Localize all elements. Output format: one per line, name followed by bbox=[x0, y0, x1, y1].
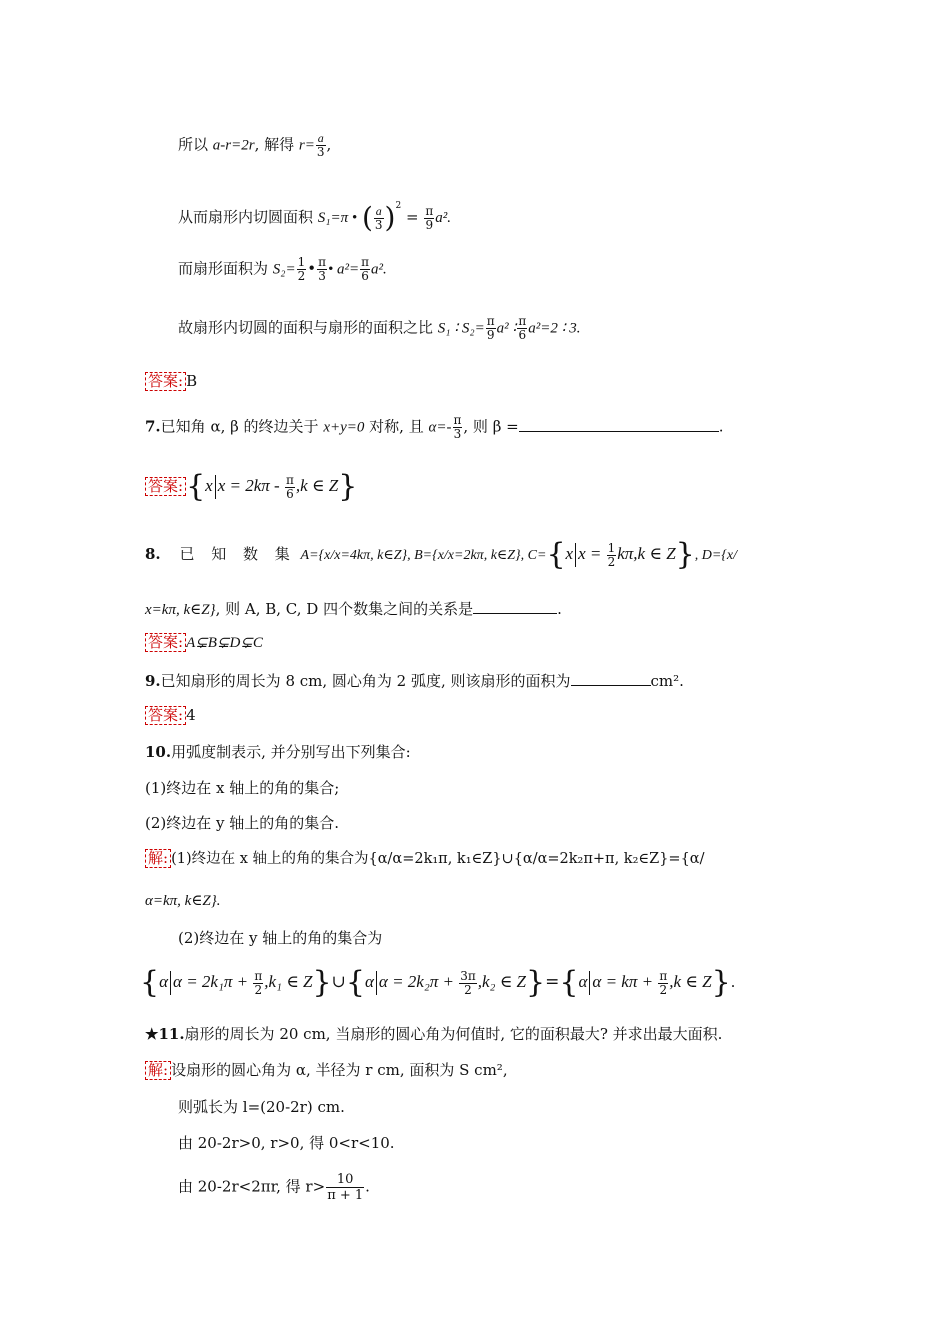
q6-answer bbox=[145, 371, 197, 391]
fraction-denominator: 2 bbox=[659, 982, 668, 997]
answer-value: 4 bbox=[186, 706, 196, 724]
fraction-numerator: 10 bbox=[326, 1172, 364, 1188]
fraction bbox=[316, 132, 326, 159]
math-expression: a². bbox=[435, 210, 451, 226]
question-text: . bbox=[557, 600, 562, 618]
question-text: (1)终边在 x 轴上的角的集合; bbox=[145, 779, 340, 797]
math-expression: a². bbox=[371, 261, 387, 278]
math-expression: S₁ ∶ S₂= bbox=[437, 320, 485, 337]
math-expression: kπ,k ∈ Z bbox=[617, 544, 676, 563]
fraction bbox=[486, 315, 496, 342]
math-expression: ,k₂ ∈ Z bbox=[477, 972, 527, 991]
line-text: , bbox=[326, 135, 332, 154]
period: . bbox=[730, 973, 736, 991]
solution-text: (1)终边在 x 轴上的角的集合为{α/α=2k₁π, k₁∈Z}∪{α/α=2k₂π+π, k₂∈Z}={α/ bbox=[171, 851, 705, 867]
left-brace: { bbox=[559, 965, 579, 1000]
fraction-denominator: 3 bbox=[318, 269, 326, 283]
question-text: (2)终边在 y 轴上的角的集合. bbox=[145, 814, 340, 832]
question-9 bbox=[145, 669, 684, 691]
fraction-denominator: 6 bbox=[286, 486, 294, 501]
line-text: 故扇形内切圆的面积与扇形的面积之比 bbox=[178, 318, 434, 337]
union-sign: ∪ bbox=[331, 972, 346, 992]
fraction-numerator: π bbox=[425, 203, 434, 218]
math-expression: x bbox=[205, 476, 213, 495]
right-brace: } bbox=[526, 965, 546, 1000]
math-expression: x=kπ, k∈Z} bbox=[145, 602, 216, 618]
solution-text: 设扇形的圆心角为 α, 半径为 r cm, 面积为 S cm², bbox=[171, 1061, 508, 1079]
answer-blank bbox=[571, 669, 651, 686]
fraction-numerator: 1 bbox=[607, 540, 616, 555]
equals-sign: = bbox=[545, 972, 560, 992]
fraction bbox=[374, 205, 384, 232]
fraction bbox=[459, 970, 477, 997]
dot-operator: • bbox=[307, 259, 317, 278]
line-text: 而扇形面积为 bbox=[178, 259, 269, 278]
left-paren: ( bbox=[361, 201, 373, 234]
math-expression: , D={x/ bbox=[694, 548, 738, 563]
q11-solution-line-3 bbox=[178, 1133, 395, 1153]
line-text: 所以 bbox=[178, 135, 209, 154]
q7-answer bbox=[145, 469, 358, 504]
right-brace: } bbox=[711, 965, 731, 1000]
fraction-numerator: π bbox=[659, 968, 668, 983]
math-expression: α=- bbox=[428, 419, 452, 436]
answer-value: B bbox=[186, 372, 198, 390]
fraction-numerator: π bbox=[518, 314, 527, 328]
fraction-numerator: π bbox=[453, 413, 462, 427]
question-7 bbox=[145, 414, 724, 441]
question-text: 扇形的周长为 20 cm, 当扇形的圆心角为何值时, 它的面积最大? 并求出最大面积. bbox=[184, 1025, 723, 1043]
fraction-denominator: 2 bbox=[254, 982, 263, 997]
fraction bbox=[326, 1172, 364, 1203]
math-expression: ,k ∈ Z bbox=[295, 476, 339, 495]
question-8 bbox=[145, 537, 738, 572]
fraction-denominator: 2 bbox=[464, 982, 472, 997]
answer-label: 答案: bbox=[145, 633, 186, 652]
question-text: 已知扇形的周长为 8 cm, 圆心角为 2 弧度, 则该扇形的面积为 bbox=[160, 672, 571, 690]
question-text: , 则 β = bbox=[463, 417, 519, 436]
fraction bbox=[607, 542, 617, 569]
math-expression: α = 2k₁π + bbox=[173, 972, 253, 991]
math-expression: r= bbox=[298, 137, 315, 154]
fraction bbox=[297, 256, 307, 283]
answer-value: A⊊B⊊D⊊C bbox=[186, 635, 263, 651]
math-expression: α = 2k₂π + bbox=[378, 972, 459, 991]
line-text: 从而扇形内切圆面积 bbox=[178, 208, 314, 226]
math-expression: α bbox=[578, 972, 588, 991]
math-expression: S₁=π • bbox=[317, 210, 358, 226]
q11-solution-line-2 bbox=[178, 1097, 345, 1117]
question-text: 用弧度制表示, 并分别写出下列集合: bbox=[171, 743, 411, 761]
math-expression: a-r=2r bbox=[212, 137, 255, 154]
fraction bbox=[285, 474, 295, 501]
set-bar bbox=[589, 971, 590, 995]
math-expression: ,k ∈ Z bbox=[669, 972, 712, 991]
fraction bbox=[360, 256, 370, 283]
fraction-numerator: π bbox=[318, 255, 327, 269]
left-brace: { bbox=[546, 537, 566, 572]
fraction bbox=[317, 256, 327, 283]
math-expression: x bbox=[565, 544, 574, 563]
fraction-denominator: 3 bbox=[453, 427, 462, 441]
math-expression: α bbox=[364, 972, 374, 991]
left-brace: { bbox=[140, 965, 160, 1000]
answer-blank bbox=[473, 597, 557, 614]
solution-text: 由 20-2r>0, r>0, 得 0<r<10. bbox=[178, 1134, 395, 1152]
fraction-denominator: 9 bbox=[425, 217, 434, 232]
fraction bbox=[453, 414, 463, 441]
solution-line-2 bbox=[178, 196, 451, 232]
q10-solution-line-1 bbox=[145, 848, 704, 869]
solution-line-4 bbox=[178, 315, 580, 342]
answer-label: 答案: bbox=[145, 477, 186, 496]
answer-blank bbox=[519, 415, 719, 432]
math-expression: x = 2kπ - bbox=[217, 476, 284, 495]
line-text: , 解得 bbox=[254, 135, 295, 154]
math-expression: a²=2 ∶ 3. bbox=[528, 320, 581, 337]
period: . bbox=[365, 1177, 370, 1196]
q10-solution-sets bbox=[140, 965, 736, 1000]
question-number: 7. bbox=[145, 417, 161, 436]
math-expression: S₂= bbox=[272, 261, 296, 278]
math-expression: x = bbox=[578, 544, 606, 563]
solution-line-3 bbox=[178, 256, 387, 283]
solution-text: 则弧长为 l=(20-2r) cm. bbox=[178, 1098, 345, 1116]
fraction-denominator: 6 bbox=[518, 328, 527, 342]
math-expression: x+y=0 bbox=[323, 419, 365, 436]
set-bar bbox=[575, 543, 576, 567]
math-expression: • a²= bbox=[328, 261, 360, 278]
fraction-numerator: 3π bbox=[460, 968, 476, 983]
question-text: 已 知 数 集 bbox=[179, 545, 296, 563]
q10-solution-line-3 bbox=[178, 928, 382, 948]
fraction-numerator: π bbox=[254, 968, 263, 983]
fraction-denominator: 2 bbox=[607, 554, 616, 569]
fraction-numerator: a bbox=[375, 203, 382, 218]
set-bar bbox=[376, 971, 377, 995]
math-expression: ,k₁ ∈ Z bbox=[264, 972, 313, 991]
math-expression: a² ∶ bbox=[496, 320, 517, 337]
right-paren: ) bbox=[384, 201, 396, 234]
q10-solution-line-2 bbox=[145, 890, 221, 911]
answer-label: 答案: bbox=[145, 706, 186, 725]
fraction bbox=[424, 205, 434, 232]
fraction-denominator: 6 bbox=[361, 269, 369, 283]
question-text: cm². bbox=[650, 672, 684, 690]
question-11 bbox=[145, 1024, 722, 1044]
fraction bbox=[253, 970, 263, 997]
right-brace: } bbox=[312, 965, 332, 1000]
solution-label: 解: bbox=[145, 1061, 171, 1080]
question-text: , 则 A, B, C, D 四个数集之间的关系是 bbox=[215, 600, 474, 618]
equals-sign: = bbox=[405, 208, 419, 226]
set-bar bbox=[170, 971, 171, 995]
fraction-numerator: π bbox=[285, 472, 294, 487]
exponent: 2 bbox=[395, 201, 402, 211]
question-10-part-1 bbox=[145, 778, 339, 798]
question-text: 对称, 且 bbox=[369, 417, 424, 436]
fraction-numerator: π bbox=[486, 314, 495, 328]
fraction bbox=[517, 315, 527, 342]
q11-solution-line-1 bbox=[145, 1060, 508, 1080]
fraction bbox=[658, 970, 668, 997]
solution-text: (2)终边在 y 轴上的角的集合为 bbox=[178, 929, 383, 947]
fraction-numerator: 1 bbox=[297, 255, 306, 269]
question-text: 已知角 α, β 的终边关于 bbox=[160, 417, 319, 436]
answer-label: 答案: bbox=[145, 372, 186, 391]
math-expression: α = kπ + bbox=[592, 972, 658, 991]
question-number: 8. bbox=[145, 545, 161, 563]
fraction-denominator: 9 bbox=[486, 328, 495, 342]
right-brace: } bbox=[338, 469, 358, 504]
fraction-denominator: 2 bbox=[297, 269, 306, 283]
solution-label: 解: bbox=[145, 849, 171, 868]
solution-line-1 bbox=[178, 132, 331, 159]
fraction-denominator: 3 bbox=[374, 217, 383, 232]
fraction-numerator: π bbox=[361, 255, 370, 269]
question-10 bbox=[145, 742, 411, 762]
question-text: . bbox=[718, 417, 724, 436]
question-8-line-2 bbox=[145, 597, 562, 620]
question-10-part-2 bbox=[145, 813, 339, 833]
question-number: 10. bbox=[145, 743, 172, 761]
math-expression: α=kπ, k∈Z}. bbox=[145, 893, 221, 909]
set-bar bbox=[215, 475, 216, 499]
q9-answer bbox=[145, 705, 196, 725]
solution-text: 由 20-2r<2πr, 得 r> bbox=[178, 1177, 326, 1196]
q8-answer bbox=[145, 632, 263, 653]
right-brace: } bbox=[675, 537, 695, 572]
q11-solution-line-4 bbox=[178, 1172, 370, 1203]
fraction-numerator: a bbox=[317, 131, 324, 145]
left-brace: { bbox=[345, 965, 365, 1000]
fraction-denominator: 3 bbox=[316, 145, 325, 159]
math-expression: A={x/x=4kπ, k∈Z}, B={x/x=2kπ, k∈Z}, C= bbox=[300, 548, 547, 563]
question-number: 9. bbox=[145, 672, 161, 690]
question-number: ★11. bbox=[145, 1025, 185, 1043]
math-expression: α bbox=[159, 972, 169, 991]
left-brace: { bbox=[186, 469, 206, 504]
fraction-denominator: π + 1 bbox=[327, 1188, 364, 1203]
